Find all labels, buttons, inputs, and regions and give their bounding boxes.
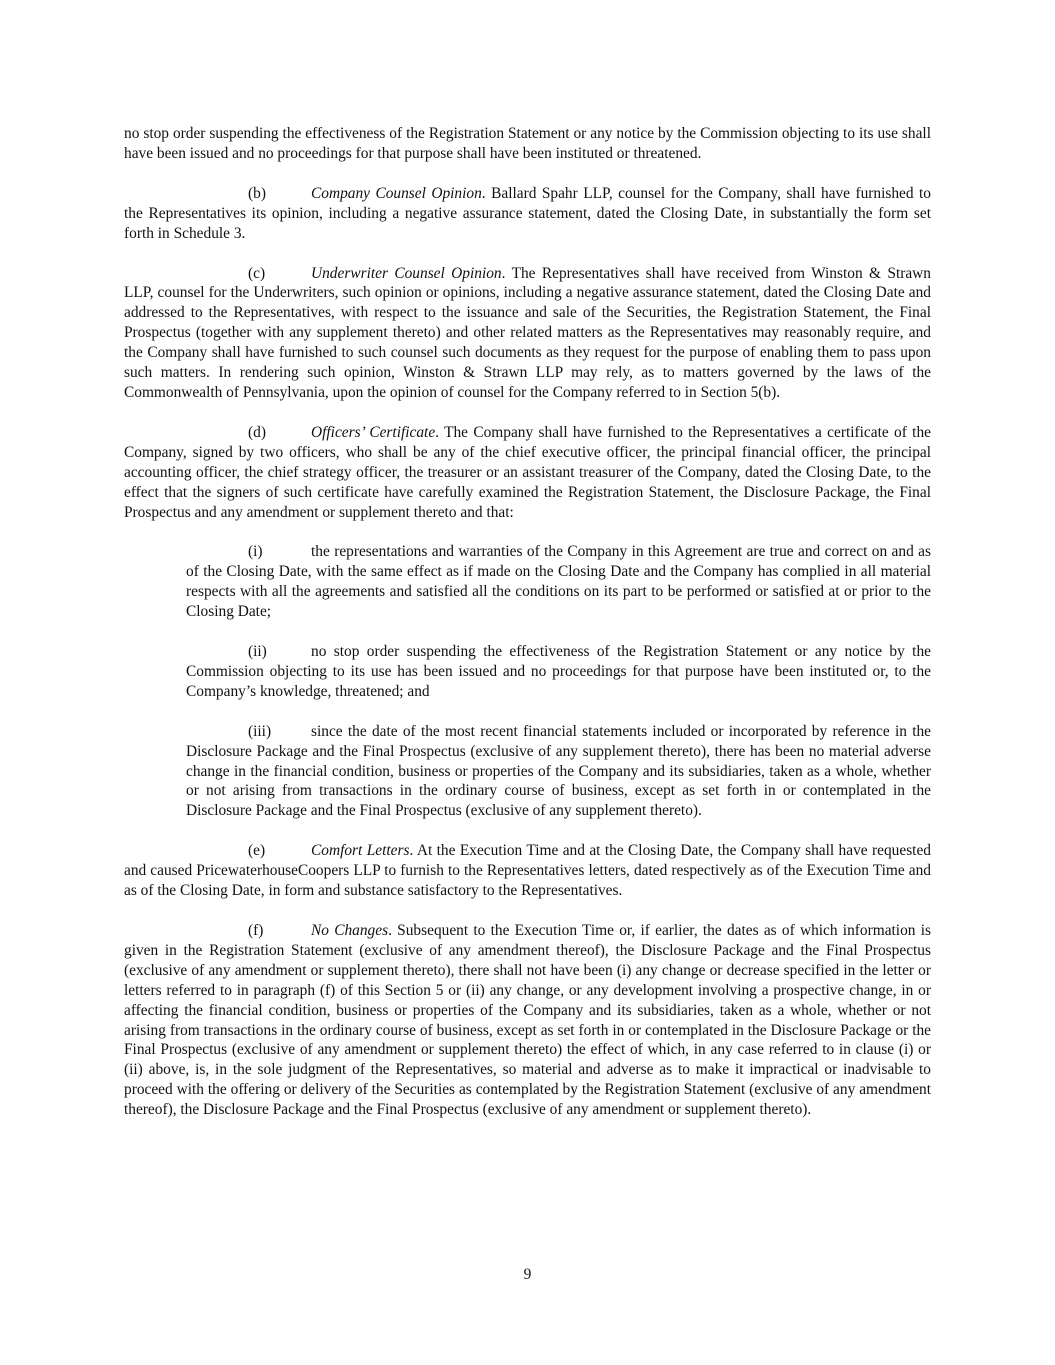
section-label: (e): [248, 842, 266, 860]
section-d: [124, 423, 931, 523]
intro-paragraph: no stop order suspending the effectiveness of the Registration Statement or any notice by the Commission objecting to its use shall have been issued and no proceedings for that purpose shall have been instituted or threatened.: [124, 125, 931, 162]
section-c: [124, 264, 931, 403]
subsection-text: since the date of the most recent financial statements included or incorporated by reference in the Disclosure Package and the Final Prospectus (exclusive of any supplement thereto), there has been no material adverse change in the financial condition, business or properties of the Company and its subsidiaries, taken as a whole, whether or not arising from transactions in the ordinary course of business, except as set forth in or contemplated in the Disclosure Package and the Final Prospectus (exclusive of any supplement thereto).: [186, 722, 931, 820]
section-heading: No Changes: [311, 922, 389, 939]
subsection-ii: [186, 642, 931, 702]
section-label: (d): [248, 423, 266, 441]
section-f: [124, 921, 931, 1120]
section-text: . Ballard Spahr LLP, counsel for the Company, shall have furnished to the Representatives its opinion, including a negative assurance statement, dated the Closing Date, in substantially the form set forth in Schedule 3.: [124, 184, 931, 242]
section-text: . At the Execution Time and at the Closing Date, the Company shall have requested and caused PricewaterhouseCoopers LLP to furnish to the Representatives letters, dated respectively as of the Execution Time and as of the Closing Date, in form and substance satisfactory to the Representatives.: [124, 842, 931, 900]
section-text: . The Company shall have furnished to the Representatives a certificate of the Company, signed by two officers, who shall be any of the chief executive officer, the principal financial officer, the principal accounting officer, the chief strategy officer, the treasurer or an assistant treasurer of the Company, dated the Closing Date, to the effect that the signers of such certificate have carefully examined the Registration Statement, the Disclosure Package, the Final Prospectus and any amendment or supplement thereto and that:: [124, 423, 931, 521]
section-heading: Underwriter Counsel Opinion: [311, 264, 502, 282]
subsection-label: (i): [248, 543, 263, 561]
subsection-text: no stop order suspending the effectiveness of the Registration Statement or any notice by the Commission objecting to its use has been issued and no proceedings for that purpose have been instituted or, to the Company’s knowledge, threatened; and: [186, 643, 931, 700]
document-body: [124, 124, 931, 1140]
section-heading: Comfort Letters: [311, 842, 410, 860]
section-text: . The Representatives shall have received from Winston & Strawn LLP, counsel for the Underwriters, such opinion or opinions, including a negative assurance statement, dated the Closing Date and addressed to the Representatives, with respect to the issuance and sale of the Securities, the Registration Statement, the Final Prospectus (together with any supplement thereto) and other related matters as the Representatives may reasonably require, and the Company shall have furnished to such counsel such documents as they request for the purpose of enabling them to pass upon such matters. In rendering such opinion, Winston & Strawn LLP may rely, as to matters governed by the laws of the Commonwealth of Pennsylvania, upon the opinion of counsel for the Company referred to in Section 5(b).: [124, 264, 931, 401]
section-text: . Subsequent to the Execution Time or, if earlier, the dates as of which information is given in the Registration Statement (exclusive of any amendment thereof), the Disclosure Package and the Final Prospectus (exclusive of any amendment or supplement thereto), there shall not have been (i) any change or decrease specified in the letter or letters referred to in paragraph (f) of this Section 5 or (ii) any change, or any development involving a prospective change, in or affecting the financial condition, business or properties of the Company and its subsidiaries, taken as a whole, whether or not arising from transactions in the ordinary course of business, except as set forth in or contemplated in the Disclosure Package or the Final Prospectus (exclusive of any amendment or supplement thereto) the effect of which, in any case referred to in clause (i) or (ii) above, is, in the sole judgment of the Representatives, so material and adverse as to make it impractical or inadvisable to proceed with the offering or delivery of the Securities as contemplated by the Registration Statement (exclusive of any amendment thereof), the Disclosure Package and the Final Prospectus (exclusive of any amendment or supplement thereto).: [124, 922, 931, 1119]
subsection-i: [186, 542, 931, 622]
subsection-label: (iii): [248, 722, 272, 740]
subsection-text: the representations and warranties of the Company in this Agreement are true and correct on and as of the Closing Date, with the same effect as if made on the Closing Date and the Company has complied in all material respects with all the agreements and satisfied all the conditions on its part to be performed or satisfied at or prior to the Closing Date;: [186, 543, 931, 621]
section-label: (f): [248, 922, 264, 939]
section-label: (c): [248, 264, 266, 282]
section-b: [124, 184, 931, 244]
section-label: (b): [248, 184, 266, 202]
section-e: [124, 841, 931, 901]
subsection-iii: [186, 722, 931, 822]
page-number: 9: [523, 1266, 532, 1283]
section-heading: Officers’ Certificate: [311, 423, 436, 441]
subsection-label: (ii): [248, 643, 267, 661]
section-heading: Company Counsel Opinion: [311, 184, 482, 202]
